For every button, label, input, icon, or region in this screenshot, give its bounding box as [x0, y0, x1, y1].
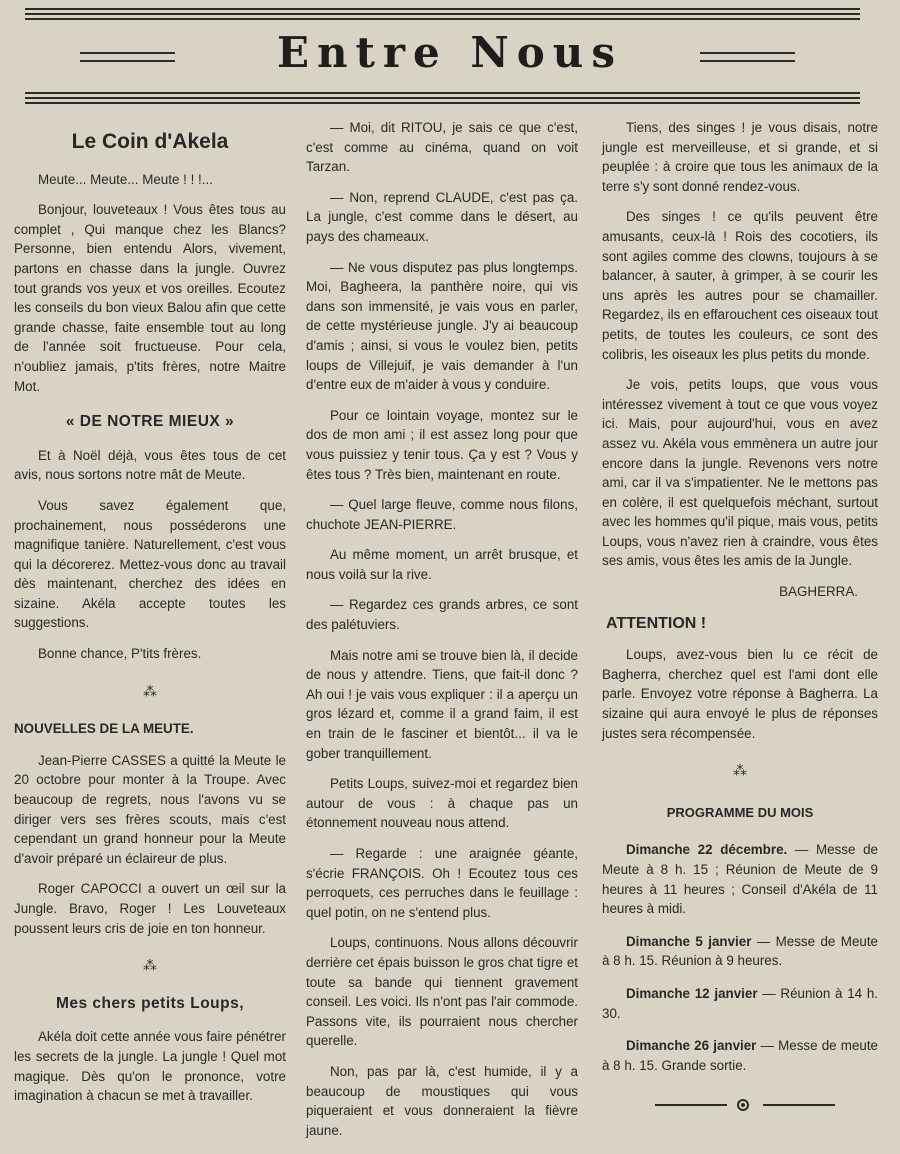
- motto-heading: « DE NOTRE MIEUX »: [65, 413, 235, 431]
- masthead: [0, 0, 900, 112]
- paragraph: — Non, reprend CLAUDE, c'est pas ça. La jungle, c'est comme dans le désert, au pays des chameaux.: [306, 189, 578, 244]
- top-rules: [25, 8, 860, 23]
- programme-date: Dimanche 22 décembre.: [626, 842, 788, 858]
- masthead-title: Entre Nous: [276, 28, 623, 77]
- paragraph: Loups, avez-vous bien lu ce récit de Bagherra, cherchez quel est l'ami dont elle parle. Envoyez votre réponse à Bagherra. La sizaine qui aura envoyé le plus de réponses justes sera récompensée.: [602, 647, 878, 741]
- asterism-ornament: ⁂: [143, 682, 157, 699]
- programme-date: Dimanche 12 janvier: [626, 985, 758, 1001]
- asterism-ornament: ⁂: [733, 762, 747, 779]
- programme-entry: [602, 1036, 878, 1075]
- section-heading: NOUVELLES DE LA MEUTE.: [14, 721, 194, 737]
- paragraph: Petits Loups, suivez-moi et regardez bien autour de vous : à chaque pas un étonnement nouveau nous attend.: [306, 776, 578, 831]
- column-middle: [306, 118, 578, 1151]
- programme-date: Dimanche 26 janvier: [626, 1038, 757, 1054]
- asterism-ornament: ⁂: [143, 957, 157, 974]
- bottom-rules: [25, 92, 860, 107]
- programme-entry: [602, 984, 878, 1023]
- programme-title: PROGRAMME DU MOIS: [666, 804, 814, 820]
- programme-entry: [602, 840, 878, 918]
- paragraph: Akéla doit cette année vous faire pénétrer les secrets de la jungle. La jungle ! Quel mot magique. Dès qu'on le prononce, votre imagination à chacun se met à travailler.: [14, 1029, 286, 1104]
- paragraph: Non, pas par là, c'est humide, il y a beaucoup de moustiques qui vous piqueraient et vous donneraient la fièvre jaune.: [306, 1063, 578, 1138]
- end-ornament: [655, 1099, 835, 1111]
- paragraph: Loups, continuons. Nous allons découvrir derrière cet épais buisson le gros chat tigre et toute sa bande qui tiennent gravement conseil. Les voici. Ils n'ont pas l'air commode. Passons vite, ils pourraient nous chercher querelle.: [306, 935, 578, 1049]
- programme-date: Dimanche 5 janvier: [626, 933, 752, 949]
- paragraph: Jean-Pierre CASSES a quitté la Meute le 20 octobre pour monter à la Troupe. Avec beaucoup de regrets, nous l'avons vu se diriger vers ses frères scouts, mais c'est cependant un grand honneur pour la Meute d'avoir préparé un éclaireur de plus.: [14, 752, 286, 866]
- programme-text: — Messe de Meute à 8 h. 15 ; Réunion de Meute de 9 heures à 11 heures ; Conseil d'Akéla de 11 heures à midi.: [602, 842, 878, 917]
- paragraph: — Regarde : une araignée géante, s'écrie FRANÇOIS. Oh ! Ecoutez tous ces perroquets, ces perruches dans le feuillage : quel potin, on ne s'entend plus.: [306, 846, 578, 920]
- column-right: [602, 118, 878, 1088]
- paragraph: — Ne vous disputez pas plus longtemps. Moi, Bagheera, la panthère noire, qui vis dans son immensité, je vais vous en parler, de cette mystérieuse jungle. J'y ai beaucoup d'amis ; ainsi, si vous le voulez bien, petits loups de Villejuif, je vais demander à l'un d'entre eux de m'aider à vous y conduire.: [306, 259, 578, 393]
- paragraph: Meute... Meute... Meute ! ! !...: [38, 171, 213, 187]
- section-heading: Le Coin d'Akela: [71, 130, 229, 153]
- paragraph: Au même moment, un arrêt brusque, et nous voilà sur la rive.: [306, 547, 578, 582]
- paragraph: Pour ce lointain voyage, montez sur le dos de mon ami ; il est assez long pour que vous puissiez y tenir tous. Ça y est ? Vous y êtes tous ? Très bien, maintenant en route.: [306, 407, 578, 482]
- paragraph: Bonjour, louveteaux ! Vous êtes tous au complet , Qui manque chez les Blancs? Personne, bien entendu Alors, vivement, partons en chasse dans la jungle. Ouvrez tout grands vos yeux et vos oreilles. Ecoutez les conseils du bon vieux Balou afin que cette grande chasse, faite ensemble tout au long de l'année soit fructueuse. Pour cela, n'oubliez jamais, p'tits frères, notre Maitre Mot.: [14, 202, 286, 394]
- programme-text: — Messe de meute à 8 h. 15. Grande sortie.: [602, 1038, 878, 1073]
- paragraph: Roger CAPOCCI a ouvert un œil sur la Jungle. Bravo, Roger ! Les Louveteaux poussent leurs cris de joie en ton honneur.: [14, 881, 286, 936]
- programme-text: — Messe de Meute à 8 h. 15. Réunion à 9 heures.: [602, 933, 878, 969]
- column-left: [14, 118, 286, 1117]
- paragraph: Bonne chance, P'tits frères.: [38, 646, 202, 662]
- signature: BAGHERRA.: [779, 584, 858, 600]
- paragraph: Je vois, petits loups, que vous vous intéressez vivement à tout ce que vous voyez ici. Mais, pour aujourd'hui, vous en avez assez vu. Akéla vous emmènera un autre jour encore dans la jungle. Revenons vers notre ami, car il va s'impatienter. Ne le mettons pas en colère, il est quelquefois méchant, surtout avec les hommes qu'il pique, mais vous, petits Loups, vous n'avez rien à craindre, vous êtes ses amis, vous êtes les amis de la Jungle.: [602, 377, 878, 569]
- paragraph: Et à Noël déjà, vous êtes tous de cet avis, nous sortons notre mât de Meute.: [14, 447, 286, 483]
- programme-text: — Réunion à 14 h. 30.: [602, 985, 878, 1021]
- section-heading: Mes chers petits Loups,: [55, 994, 245, 1012]
- paragraph: — Quel large fleuve, comme nous filons, chuchote JEAN-PIERRE.: [306, 497, 578, 532]
- paragraph: Vous savez également que, prochainement, nous posséderons une magnifique tanière. Naturellement, c'est vous qui la décorerez. Mettez-vous donc au travail dès maintenant, cherchez des idées en sizaine. Akéla accepte toutes les suggestions.: [14, 497, 286, 631]
- paragraph: — Moi, dit RITOU, je sais ce que c'est, c'est comme au cinéma, quand on voit Tarzan.: [306, 120, 578, 175]
- programme-entry: [602, 932, 878, 971]
- paragraph: — Regardez ces grands arbres, ce sont des palétuviers.: [306, 597, 578, 633]
- paragraph: Des singes ! ce qu'ils peuvent être amusants, ceux-là ! Rois des cocotiers, ils sont agiles comme des clowns, toujours à se balancer, à sauter, à grimper, à se courir les uns après les autres pour se chamailler. Regardez, ils en effarouchent ces oiseaux tout petits, de toutes les couleurs, ce sont des colibris, les oiseaux les plus petits du monde.: [602, 209, 878, 362]
- attention-heading: ATTENTION !: [606, 614, 707, 632]
- paragraph: Tiens, des singes ! je vous disais, notre jungle est merveilleuse, et si grande, et si peuplée : à croire que tous les animaux de la terre s'y sont donné rendez-vous.: [602, 120, 878, 194]
- paragraph: Mais notre ami se trouve bien là, il decide de nous y attendre. Tiens, que fait-il donc ? Ah oui ! je vais vous expliquer : il a aperçu un gros lézard et, comme il a grand faim, il est en train de le fasciner et bientôt... il va le gober tranquillement.: [306, 647, 578, 761]
